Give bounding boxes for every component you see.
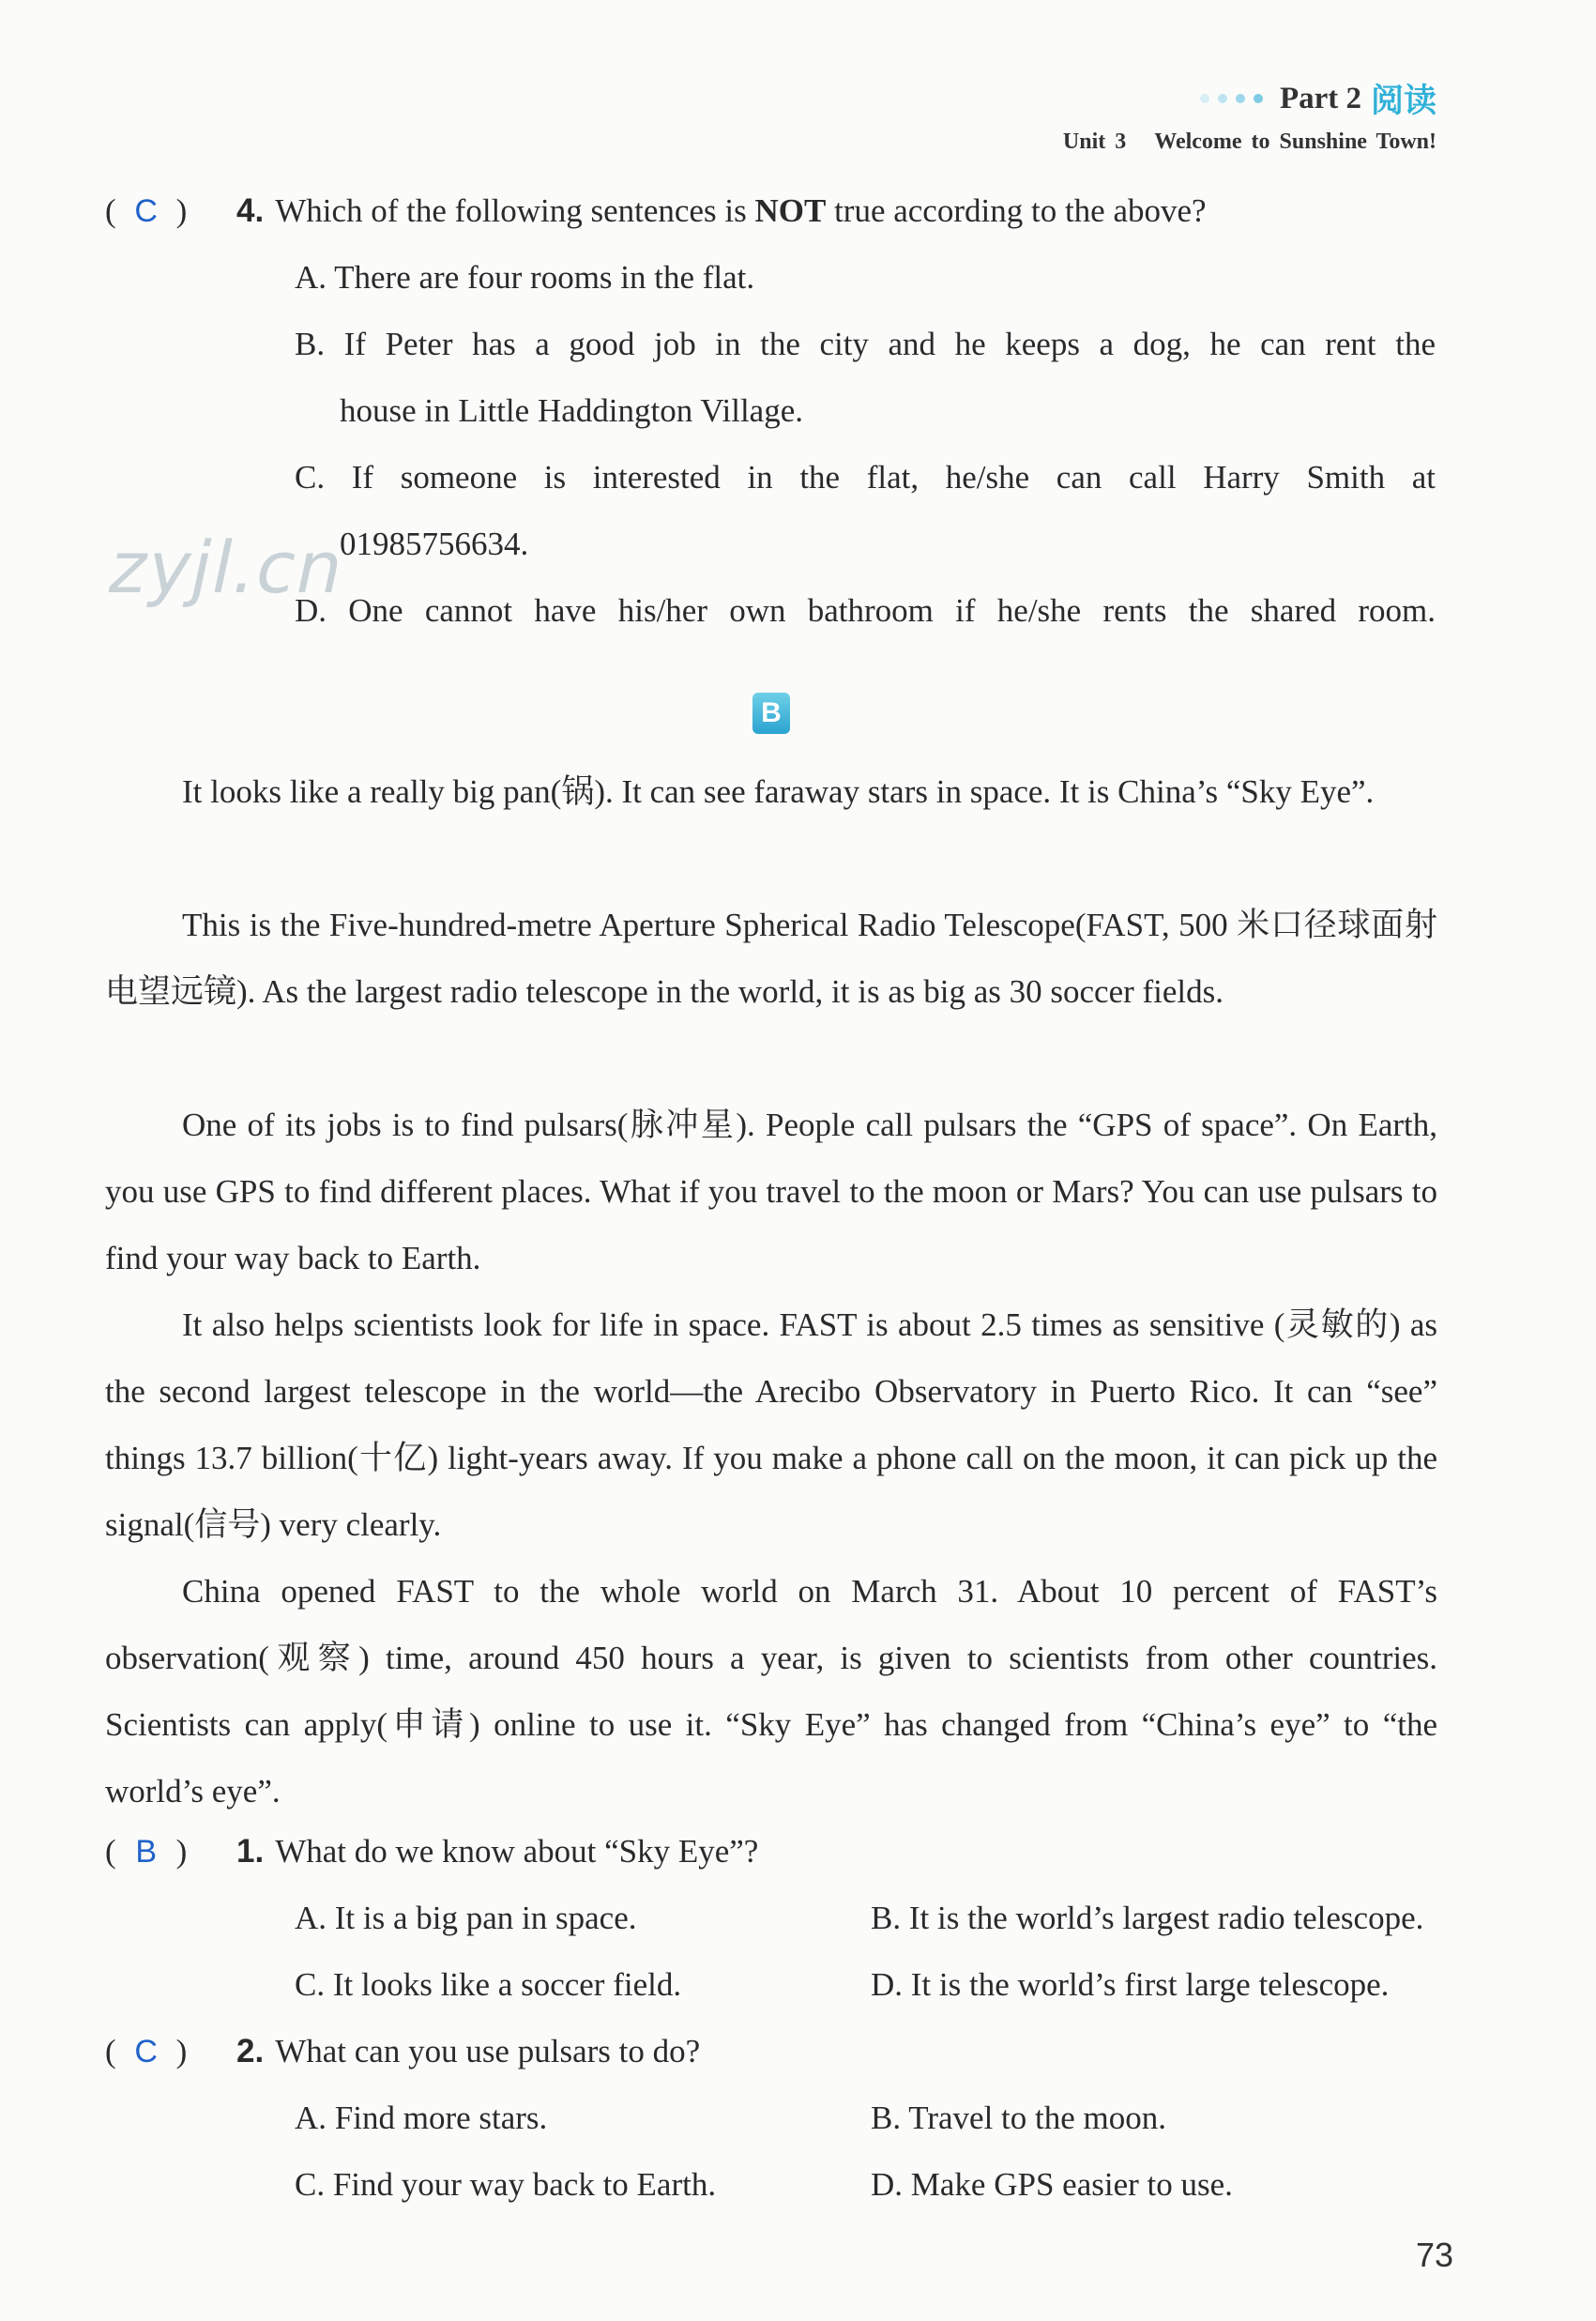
q4-option-c-line1: C. If someone is interested in the flat, he/she can call Harry Smith at bbox=[295, 459, 1436, 496]
q4-option-b-line1: B. If Peter has a good job in the city and he keeps a dog, he can rent the bbox=[295, 326, 1436, 362]
answer-bracket: ( C ) bbox=[105, 192, 188, 229]
passage-paragraph-5: China opened FAST to the whole world on March 31. About 10 percent of FAST’s observation(观察) time, around 450 hours a year, is given to scientists from other countries. Scientists can apply(申请) online to use it. “Sky Eye” has changed from “China’s eye” to “the world’s eye”. bbox=[105, 1573, 1437, 1809]
unit-label: Unit 3 Welcome to Sunshine Town! bbox=[1062, 130, 1436, 154]
section-b-badge: B bbox=[752, 693, 790, 734]
answer-bracket: ( B ) bbox=[105, 1833, 188, 1870]
q4-option-b-line2: house in Little Haddington Village. bbox=[340, 392, 803, 429]
answer-bracket: ( C ) bbox=[105, 2033, 188, 2069]
q1-option-c: C. It looks like a soccer field. bbox=[295, 1966, 682, 2003]
answer-1: B bbox=[135, 1834, 157, 1870]
q1-option-d: D. It is the world’s first large telescope. bbox=[871, 1966, 1390, 2003]
q4-option-d: D. One cannot have his/her own bathroom if he/she rents the shared room. bbox=[295, 592, 1436, 629]
q2-option-c: C. Find your way back to Earth. bbox=[295, 2166, 717, 2203]
q2-option-a: A. Find more stars. bbox=[295, 2100, 548, 2136]
dot-decoration bbox=[1200, 94, 1263, 103]
passage-paragraph-4: It also helps scientists look for life in space. FAST is about 2.5 times as sensitive (灵敏的) as the second largest telescope in the world—the Arecibo Observatory in Puerto Rico. It can “see” things 13.7 billion(十亿) light-years away. If you make a phone call on the moon, it can pick up the signal(信号) very clearly. bbox=[105, 1306, 1437, 1543]
q2-option-b: B. Travel to the moon. bbox=[871, 2100, 1167, 2136]
passage-paragraph-3: One of its jobs is to find pulsars(脉冲星). People call pulsars the “GPS of space”. On Earth, you use GPS to find different places. What if you travel to the moon or Mars? You can use pulsars to find your way back to Earth. bbox=[105, 1107, 1437, 1276]
page-number: 73 bbox=[1415, 2236, 1453, 2274]
question-2: ( C ) 2. What can you use pulsars to do? bbox=[105, 2033, 701, 2069]
q1-option-a: A. It is a big pan in space. bbox=[295, 1900, 637, 1936]
page-header bbox=[1063, 75, 1436, 155]
q2-option-d: D. Make GPS easier to use. bbox=[871, 2166, 1233, 2203]
q1-option-b: B. It is the world’s largest radio telescope. bbox=[871, 1900, 1424, 1936]
q4-option-a: A. There are four rooms in the flat. bbox=[295, 259, 755, 296]
section-label: 阅读 bbox=[1370, 83, 1436, 120]
watermark: zyjl.cn bbox=[101, 526, 353, 609]
q4-option-c-line2: 01985756634. bbox=[340, 526, 529, 562]
answer-2: C bbox=[134, 2034, 158, 2069]
answer-4: C bbox=[134, 193, 158, 229]
passage-paragraph-1: It looks like a really big pan(锅). It can see faraway stars in space. It is China’s “Sky Eye”. bbox=[182, 773, 1375, 810]
question-1: ( B ) 1. What do we know about “Sky Eye”? bbox=[105, 1833, 759, 1870]
part-label: Part 2 bbox=[1279, 81, 1361, 115]
passage-paragraph-2: This is the Five-hundred-metre Aperture Spherical Radio Telescope(FAST, 500 米口径球面射电望远镜). As the largest radio telescope in the world, it is as big as 30 soccer fields. bbox=[105, 907, 1437, 1010]
question-4: ( C ) 4. Which of the following sentences is NOT true according to the above? bbox=[105, 192, 1207, 229]
